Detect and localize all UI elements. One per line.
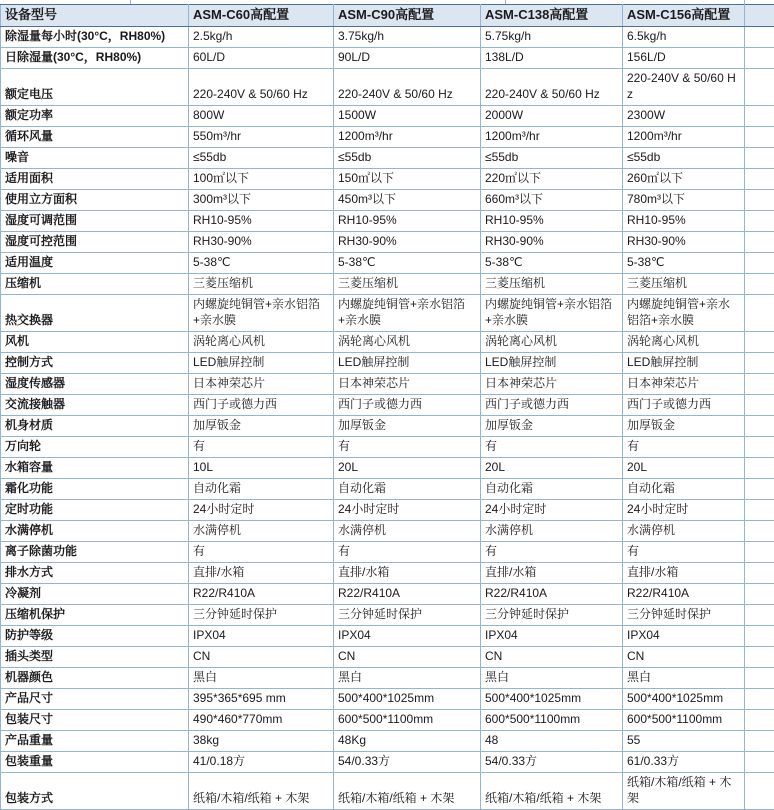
value-cell[interactable]: 内螺旋纯铜管+亲水铝箔+亲水膜 — [481, 295, 623, 332]
product-column-header-cell[interactable]: ASM-C90高配置 — [334, 5, 481, 27]
value-cell[interactable]: 西门子或德力西 — [623, 395, 745, 416]
row-label-cell[interactable]: 霜化功能 — [1, 479, 189, 500]
empty-gridline-cell — [745, 295, 774, 332]
empty-gridline-cell — [745, 626, 774, 647]
value-cell[interactable]: RH10-95% — [189, 211, 334, 232]
device-model-header-cell[interactable]: 设备型号 — [1, 5, 189, 27]
empty-gridline-cell — [745, 27, 774, 48]
value-cell[interactable]: RH30-90% — [623, 232, 745, 253]
empty-gridline-cell — [745, 542, 774, 563]
value-cell[interactable]: 有 — [623, 437, 745, 458]
table-row — [1, 69, 774, 106]
empty-gridline-cell — [745, 211, 774, 232]
value-cell[interactable]: 内螺旋纯铜管+亲水铝箔+亲水膜 — [189, 295, 334, 332]
value-cell[interactable]: 220-240V & 50/60 Hz — [623, 69, 745, 106]
table-row — [1, 190, 774, 211]
table-row — [1, 437, 774, 458]
partial-row-above — [0, 0, 774, 4]
table-row — [1, 232, 774, 253]
empty-gridline-cell — [745, 752, 774, 773]
empty-gridline-cell — [745, 584, 774, 605]
value-cell[interactable]: RH30-90% — [481, 232, 623, 253]
row-label-cell[interactable]: 定时功能 — [1, 500, 189, 521]
value-cell[interactable]: 600*500*1100mm — [334, 710, 481, 731]
table-row — [1, 274, 774, 295]
value-cell[interactable]: 有 — [623, 542, 745, 563]
row-label-cell[interactable]: 压缩机保护 — [1, 605, 189, 626]
value-cell[interactable]: 550m³/hr — [189, 127, 334, 148]
value-cell[interactable]: 395*365*695 mm — [189, 689, 334, 710]
row-label-cell[interactable]: 包装方式 — [1, 773, 189, 810]
value-cell[interactable]: 1200m³/hr — [334, 127, 481, 148]
table-row — [1, 500, 774, 521]
value-cell[interactable]: 24小时定时 — [623, 500, 745, 521]
value-cell[interactable]: CN — [189, 647, 334, 668]
value-cell[interactable]: 48 — [481, 731, 623, 752]
empty-gridline-cell — [745, 479, 774, 500]
value-cell[interactable]: 24小时定时 — [189, 500, 334, 521]
value-cell[interactable]: 西门子或德力西 — [334, 395, 481, 416]
empty-gridline-cell — [745, 332, 774, 353]
value-cell[interactable]: 2000W — [481, 106, 623, 127]
value-cell[interactable]: 600*500*1100mm — [481, 710, 623, 731]
value-cell[interactable]: 54/0.33方 — [334, 752, 481, 773]
value-cell[interactable]: 自动化霜 — [481, 479, 623, 500]
value-cell[interactable]: 三分钟延时保护 — [623, 605, 745, 626]
table-row — [1, 521, 774, 542]
table-row — [1, 563, 774, 584]
value-cell[interactable]: 61/0.33方 — [623, 752, 745, 773]
value-cell[interactable]: 日本神荣芯片 — [623, 374, 745, 395]
empty-gridline-cell — [745, 5, 774, 27]
value-cell[interactable]: LED触屏控制 — [623, 353, 745, 374]
empty-gridline-cell — [745, 689, 774, 710]
value-cell[interactable]: 1200m³/hr — [623, 127, 745, 148]
value-cell[interactable]: 西门子或德力西 — [189, 395, 334, 416]
row-label-cell[interactable]: 适用面积 — [1, 169, 189, 190]
value-cell[interactable]: 1500W — [334, 106, 481, 127]
value-cell[interactable]: 260㎡以下 — [623, 169, 745, 190]
row-label-cell[interactable]: 机身材质 — [1, 416, 189, 437]
value-cell[interactable]: 20L — [334, 458, 481, 479]
table-row — [1, 127, 774, 148]
value-cell[interactable]: 西门子或德力西 — [481, 395, 623, 416]
value-cell[interactable]: 加厚钣金 — [481, 416, 623, 437]
row-label-cell[interactable]: 排水方式 — [1, 563, 189, 584]
table-row — [1, 395, 774, 416]
value-cell[interactable]: 自动化霜 — [623, 479, 745, 500]
table-row — [1, 27, 774, 48]
value-cell[interactable]: 6.5kg/h — [623, 27, 745, 48]
row-label-cell[interactable]: 额定功率 — [1, 106, 189, 127]
table-row — [1, 689, 774, 710]
value-cell[interactable]: 纸箱/木箱/纸箱 + 木架 — [189, 773, 334, 810]
value-cell[interactable]: RH10-95% — [481, 211, 623, 232]
value-cell[interactable]: 涡轮离心风机 — [481, 332, 623, 353]
row-label-cell[interactable]: 日除湿量(30°C，RH80%) — [1, 48, 189, 69]
value-cell[interactable]: 800W — [189, 106, 334, 127]
value-cell[interactable]: LED触屏控制 — [481, 353, 623, 374]
row-label-cell[interactable]: 万向轮 — [1, 437, 189, 458]
value-cell[interactable]: 三分钟延时保护 — [481, 605, 623, 626]
spec-table-body — [1, 27, 774, 810]
value-cell[interactable]: LED触屏控制 — [189, 353, 334, 374]
value-cell[interactable]: 内螺旋纯铜管+亲水铝箔+亲水膜 — [623, 295, 745, 332]
value-cell[interactable]: RH10-95% — [623, 211, 745, 232]
value-cell[interactable]: CN — [334, 647, 481, 668]
value-cell[interactable]: 日本神荣芯片 — [334, 374, 481, 395]
table-row — [1, 211, 774, 232]
value-cell[interactable]: 60L/D — [189, 48, 334, 69]
empty-gridline-cell — [745, 395, 774, 416]
table-row — [1, 710, 774, 731]
empty-gridline-cell — [745, 274, 774, 295]
value-cell[interactable]: 500*400*1025mm — [334, 689, 481, 710]
row-label-cell[interactable]: 离子除菌功能 — [1, 542, 189, 563]
spec-table — [0, 4, 774, 810]
empty-gridline-cell — [745, 710, 774, 731]
row-label-cell[interactable]: 水满停机 — [1, 521, 189, 542]
row-label-cell[interactable]: 交流接触器 — [1, 395, 189, 416]
value-cell[interactable]: 有 — [334, 437, 481, 458]
table-row — [1, 479, 774, 500]
value-cell[interactable]: IPX04 — [623, 626, 745, 647]
empty-gridline-cell — [745, 458, 774, 479]
value-cell[interactable]: 24小时定时 — [334, 500, 481, 521]
table-row — [1, 626, 774, 647]
row-label-cell[interactable]: 冷凝剂 — [1, 584, 189, 605]
product-column-header-cell[interactable]: ASM-C156高配置 — [623, 5, 745, 27]
value-cell[interactable]: LED触屏控制 — [334, 353, 481, 374]
empty-gridline-cell — [745, 563, 774, 584]
empty-gridline-cell — [745, 416, 774, 437]
value-cell[interactable]: 10L — [189, 458, 334, 479]
value-cell[interactable]: RH30-90% — [334, 232, 481, 253]
value-cell[interactable]: 41/0.18方 — [189, 752, 334, 773]
table-row — [1, 253, 774, 274]
value-cell[interactable]: 220-240V & 50/60 Hz — [334, 69, 481, 106]
value-cell[interactable]: 500*400*1025mm — [481, 689, 623, 710]
row-label-cell[interactable]: 插头类型 — [1, 647, 189, 668]
value-cell[interactable]: 1200m³/hr — [481, 127, 623, 148]
table-row — [1, 668, 774, 689]
empty-gridline-cell — [745, 169, 774, 190]
value-cell[interactable]: 三分钟延时保护 — [334, 605, 481, 626]
value-cell[interactable]: 有 — [189, 437, 334, 458]
value-cell[interactable]: 220-240V & 50/60 Hz — [189, 69, 334, 106]
table-row — [1, 773, 774, 810]
row-label-cell[interactable]: 适用温度 — [1, 253, 189, 274]
gridline-segment — [130, 0, 131, 4]
row-label-cell[interactable]: 湿度可控范围 — [1, 232, 189, 253]
value-cell[interactable]: 直排/水箱 — [481, 563, 623, 584]
value-cell[interactable]: 90L/D — [334, 48, 481, 69]
row-label-cell[interactable]: 风机 — [1, 332, 189, 353]
empty-gridline-cell — [745, 605, 774, 626]
value-cell[interactable]: 38kg — [189, 731, 334, 752]
value-cell[interactable]: 156L/D — [623, 48, 745, 69]
value-cell[interactable]: 三菱压缩机 — [189, 274, 334, 295]
empty-gridline-cell — [745, 374, 774, 395]
empty-gridline-cell — [745, 353, 774, 374]
row-label-cell[interactable]: 噪音 — [1, 148, 189, 169]
value-cell[interactable]: 黑白 — [334, 668, 481, 689]
value-cell[interactable]: 直排/水箱 — [189, 563, 334, 584]
value-cell[interactable]: 自动化霜 — [334, 479, 481, 500]
value-cell[interactable]: 5.75kg/h — [481, 27, 623, 48]
empty-gridline-cell — [745, 106, 774, 127]
gridline-segment — [744, 0, 745, 4]
empty-gridline-cell — [745, 647, 774, 668]
row-label-cell[interactable]: 湿度传感器 — [1, 374, 189, 395]
table-row — [1, 332, 774, 353]
value-cell[interactable]: 水满停机 — [481, 521, 623, 542]
value-cell[interactable]: 水满停机 — [334, 521, 481, 542]
empty-gridline-cell — [745, 232, 774, 253]
value-cell[interactable]: R22/R410A — [623, 584, 745, 605]
table-row — [1, 458, 774, 479]
table-row — [1, 605, 774, 626]
value-cell[interactable]: 涡轮离心风机 — [623, 332, 745, 353]
empty-gridline-cell — [745, 521, 774, 542]
value-cell[interactable]: 自动化霜 — [189, 479, 334, 500]
value-cell[interactable]: 黑白 — [481, 668, 623, 689]
value-cell[interactable]: 有 — [481, 437, 623, 458]
empty-gridline-cell — [745, 148, 774, 169]
value-cell[interactable]: CN — [623, 647, 745, 668]
value-cell[interactable]: 5-38℃ — [623, 253, 745, 274]
row-label-cell[interactable]: 控制方式 — [1, 353, 189, 374]
row-label-cell[interactable]: 使用立方面积 — [1, 190, 189, 211]
value-cell[interactable]: 24小时定时 — [481, 500, 623, 521]
empty-gridline-cell — [745, 253, 774, 274]
value-cell[interactable]: 300m³以下 — [189, 190, 334, 211]
value-cell[interactable]: 3.75kg/h — [334, 27, 481, 48]
table-row — [1, 647, 774, 668]
table-row — [1, 295, 774, 332]
value-cell[interactable]: 三分钟延时保护 — [189, 605, 334, 626]
value-cell[interactable]: 有 — [481, 542, 623, 563]
value-cell[interactable]: 5-38℃ — [189, 253, 334, 274]
row-label-cell[interactable]: 热交换器 — [1, 295, 189, 332]
row-label-cell[interactable]: 产品尺寸 — [1, 689, 189, 710]
value-cell[interactable]: 500*400*1025mm — [623, 689, 745, 710]
value-cell[interactable]: 加厚钣金 — [334, 416, 481, 437]
value-cell[interactable]: 600*500*1100mm — [623, 710, 745, 731]
table-row — [1, 584, 774, 605]
value-cell[interactable]: 2.5kg/h — [189, 27, 334, 48]
value-cell[interactable]: 150㎡以下 — [334, 169, 481, 190]
value-cell[interactable]: RH10-95% — [334, 211, 481, 232]
value-cell[interactable]: 100㎡以下 — [189, 169, 334, 190]
value-cell[interactable]: RH30-90% — [189, 232, 334, 253]
value-cell[interactable]: 450m³以下 — [334, 190, 481, 211]
value-cell[interactable]: 54/0.33方 — [481, 752, 623, 773]
value-cell[interactable]: ≤55db — [189, 148, 334, 169]
row-label-cell[interactable]: 除湿量每小时(30°C，RH80%) — [1, 27, 189, 48]
table-row — [1, 752, 774, 773]
table-row — [1, 374, 774, 395]
value-cell[interactable]: 纸箱/木箱/纸箱 + 木架 — [334, 773, 481, 810]
row-label-cell[interactable]: 包装重量 — [1, 752, 189, 773]
value-cell[interactable]: 加厚钣金 — [623, 416, 745, 437]
value-cell[interactable]: 涡轮离心风机 — [334, 332, 481, 353]
value-cell[interactable]: ≤55db — [623, 148, 745, 169]
value-cell[interactable]: 内螺旋纯铜管+亲水铝箔+亲水膜 — [334, 295, 481, 332]
value-cell[interactable]: 三菱压缩机 — [334, 274, 481, 295]
value-cell[interactable]: ≤55db — [334, 148, 481, 169]
table-row — [1, 731, 774, 752]
value-cell[interactable]: 220-240V & 50/60 Hz — [481, 69, 623, 106]
value-cell[interactable]: 490*460*770mm — [189, 710, 334, 731]
value-cell[interactable]: 138L/D — [481, 48, 623, 69]
value-cell[interactable]: 水满停机 — [189, 521, 334, 542]
value-cell[interactable]: R22/R410A — [334, 584, 481, 605]
table-row — [1, 416, 774, 437]
value-cell[interactable]: 直排/水箱 — [334, 563, 481, 584]
value-cell[interactable]: 涡轮离心风机 — [189, 332, 334, 353]
value-cell[interactable]: 5-38℃ — [334, 253, 481, 274]
value-cell[interactable]: 5-38℃ — [481, 253, 623, 274]
value-cell[interactable]: 48Kg — [334, 731, 481, 752]
empty-gridline-cell — [745, 773, 774, 810]
value-cell[interactable]: 黑白 — [623, 668, 745, 689]
value-cell[interactable]: 纸箱/木箱/纸箱 + 木架 — [481, 773, 623, 810]
table-row — [1, 48, 774, 69]
value-cell[interactable]: 日本神荣芯片 — [189, 374, 334, 395]
value-cell[interactable]: IPX04 — [334, 626, 481, 647]
row-label-cell[interactable]: 产品重量 — [1, 731, 189, 752]
value-cell[interactable]: R22/R410A — [481, 584, 623, 605]
empty-gridline-cell — [745, 48, 774, 69]
row-label-cell[interactable]: 压缩机 — [1, 274, 189, 295]
row-label-cell[interactable]: 循环风量 — [1, 127, 189, 148]
value-cell[interactable]: R22/R410A — [189, 584, 334, 605]
value-cell[interactable]: 有 — [334, 542, 481, 563]
row-label-cell[interactable]: 额定电压 — [1, 69, 189, 106]
gridline-segment — [505, 0, 506, 4]
value-cell[interactable]: 黑白 — [189, 668, 334, 689]
value-cell[interactable]: 780m³以下 — [623, 190, 745, 211]
value-cell[interactable]: 660m³以下 — [481, 190, 623, 211]
row-label-cell[interactable]: 包装尺寸 — [1, 710, 189, 731]
empty-gridline-cell — [745, 731, 774, 752]
row-label-cell[interactable]: 湿度可调范围 — [1, 211, 189, 232]
table-row — [1, 542, 774, 563]
value-cell[interactable]: IPX04 — [481, 626, 623, 647]
value-cell[interactable]: 日本神荣芯片 — [481, 374, 623, 395]
empty-gridline-cell — [745, 127, 774, 148]
value-cell[interactable]: 纸箱/木箱/纸箱 + 木架 — [623, 773, 745, 810]
value-cell[interactable]: ≤55db — [481, 148, 623, 169]
value-cell[interactable]: CN — [481, 647, 623, 668]
empty-gridline-cell — [745, 668, 774, 689]
table-row — [1, 106, 774, 127]
empty-gridline-cell — [745, 500, 774, 521]
table-row — [1, 169, 774, 190]
empty-gridline-cell — [745, 437, 774, 458]
value-cell[interactable]: 水满停机 — [623, 521, 745, 542]
value-cell[interactable]: 三菱压缩机 — [481, 274, 623, 295]
value-cell[interactable]: 2300W — [623, 106, 745, 127]
product-column-header-cell[interactable]: ASM-C138高配置 — [481, 5, 623, 27]
table-row — [1, 353, 774, 374]
value-cell[interactable]: 加厚钣金 — [189, 416, 334, 437]
header-row — [1, 5, 774, 27]
value-cell[interactable]: 20L — [481, 458, 623, 479]
value-cell[interactable]: 三菱压缩机 — [623, 274, 745, 295]
value-cell[interactable]: 220㎡以下 — [481, 169, 623, 190]
value-cell[interactable]: 直排/水箱 — [623, 563, 745, 584]
product-column-header-cell[interactable]: ASM-C60高配置 — [189, 5, 334, 27]
row-label-cell[interactable]: 机器颜色 — [1, 668, 189, 689]
empty-gridline-cell — [745, 69, 774, 106]
row-label-cell[interactable]: 水箱容量 — [1, 458, 189, 479]
value-cell[interactable]: 有 — [189, 542, 334, 563]
value-cell[interactable]: 55 — [623, 731, 745, 752]
value-cell[interactable]: 20L — [623, 458, 745, 479]
row-label-cell[interactable]: 防护等级 — [1, 626, 189, 647]
empty-gridline-cell — [745, 190, 774, 211]
value-cell[interactable]: IPX04 — [189, 626, 334, 647]
table-row — [1, 148, 774, 169]
